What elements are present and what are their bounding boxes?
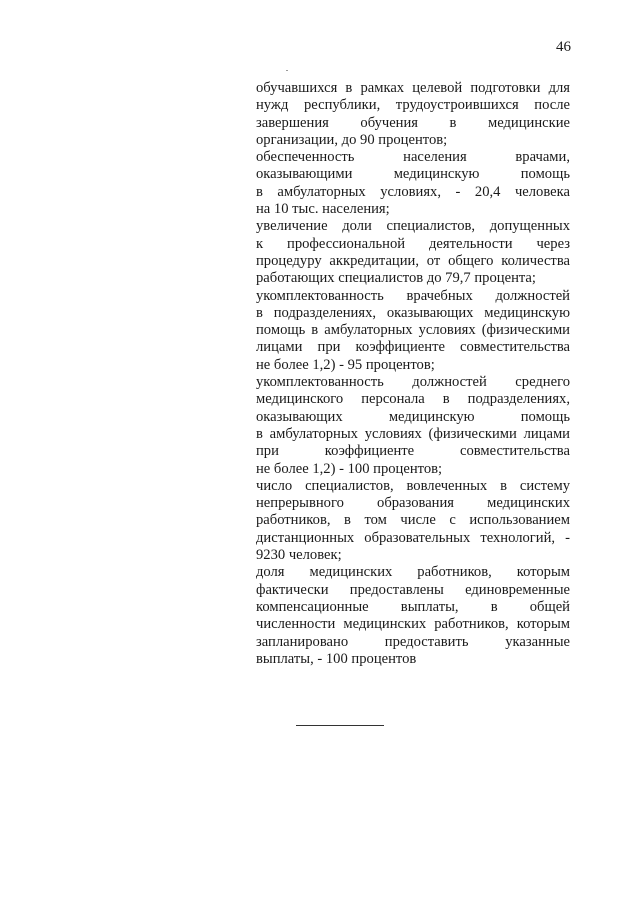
text-line: помощь в амбулаторных условиях (физическими — [256, 322, 570, 339]
list-item-doctor-availability — [256, 149, 570, 218]
text-line: нужд республики, трудоустроившихся после — [256, 97, 570, 114]
text-line: медицинского персонала в подразделениях, — [256, 391, 570, 408]
list-item-targeted-training — [256, 80, 570, 149]
text-line: компенсационные выплаты, в общей — [256, 598, 570, 615]
text-line: фактически предоставлены единовременные — [256, 581, 570, 598]
text-line: не более 1,2) - 95 процентов; — [256, 356, 435, 373]
text-line: укомплектованность должностей среднего — [256, 374, 570, 391]
text-line: к профессиональной деятельности через — [256, 235, 570, 252]
text-line: в подразделениях, оказывающих медицинскую — [256, 304, 570, 321]
text-line: при коэффициенте совместительства — [256, 443, 570, 460]
text-line: выплаты, - 100 процентов — [256, 650, 417, 667]
text-line: работников, в том числе с использованием — [256, 512, 570, 529]
text-line: численности медицинских работников, которым — [256, 616, 570, 633]
text-line: обучавшихся в рамках целевой подготовки для — [256, 80, 570, 96]
end-of-section-rule — [296, 725, 384, 726]
text-line: на 10 тыс. населения; — [256, 201, 390, 218]
text-line: запланировано предоставить указанные — [256, 633, 570, 650]
text-line: оказывающими медицинскую помощь — [256, 166, 570, 183]
text-line: обеспеченность населения врачами, — [256, 149, 570, 166]
text-line: увеличение доли специалистов, допущенных — [256, 218, 570, 235]
text-line: число специалистов, вовлеченных в систему — [256, 477, 570, 494]
list-item-nursing-staffing — [256, 374, 570, 478]
text-line: укомплектованность врачебных должностей — [256, 287, 570, 304]
list-item-continuing-education — [256, 478, 570, 564]
document-text-column — [256, 80, 570, 668]
text-line: процедуру аккредитации, от общего количества — [256, 252, 570, 269]
scan-speck — [286, 70, 288, 71]
text-line: организации, до 90 процентов; — [256, 131, 448, 148]
text-line: дистанционных образовательных технологий, - — [256, 529, 570, 546]
text-line: непрерывного образования медицинских — [256, 495, 570, 512]
text-line: оказывающих медицинскую помощь — [256, 408, 570, 425]
list-item-accreditation-share — [256, 218, 570, 287]
text-line: не более 1,2) - 100 процентов; — [256, 460, 443, 477]
text-line: в амбулаторных условиях (физическими лицами — [256, 425, 570, 442]
page-number: 46 — [556, 39, 571, 55]
list-item-compensation-payments — [256, 564, 570, 668]
text-line: в амбулаторных условиях, - 20,4 человека — [256, 183, 570, 200]
text-line: завершения обучения в медицинские — [256, 114, 570, 131]
text-line: 9230 человек; — [256, 547, 342, 564]
text-line: работающих специалистов до 79,7 процента; — [256, 270, 536, 287]
text-line: доля медицинских работников, которым — [256, 564, 570, 581]
list-item-doctor-staffing — [256, 288, 570, 374]
text-line: лицами при коэффициенте совместительства — [256, 339, 570, 356]
